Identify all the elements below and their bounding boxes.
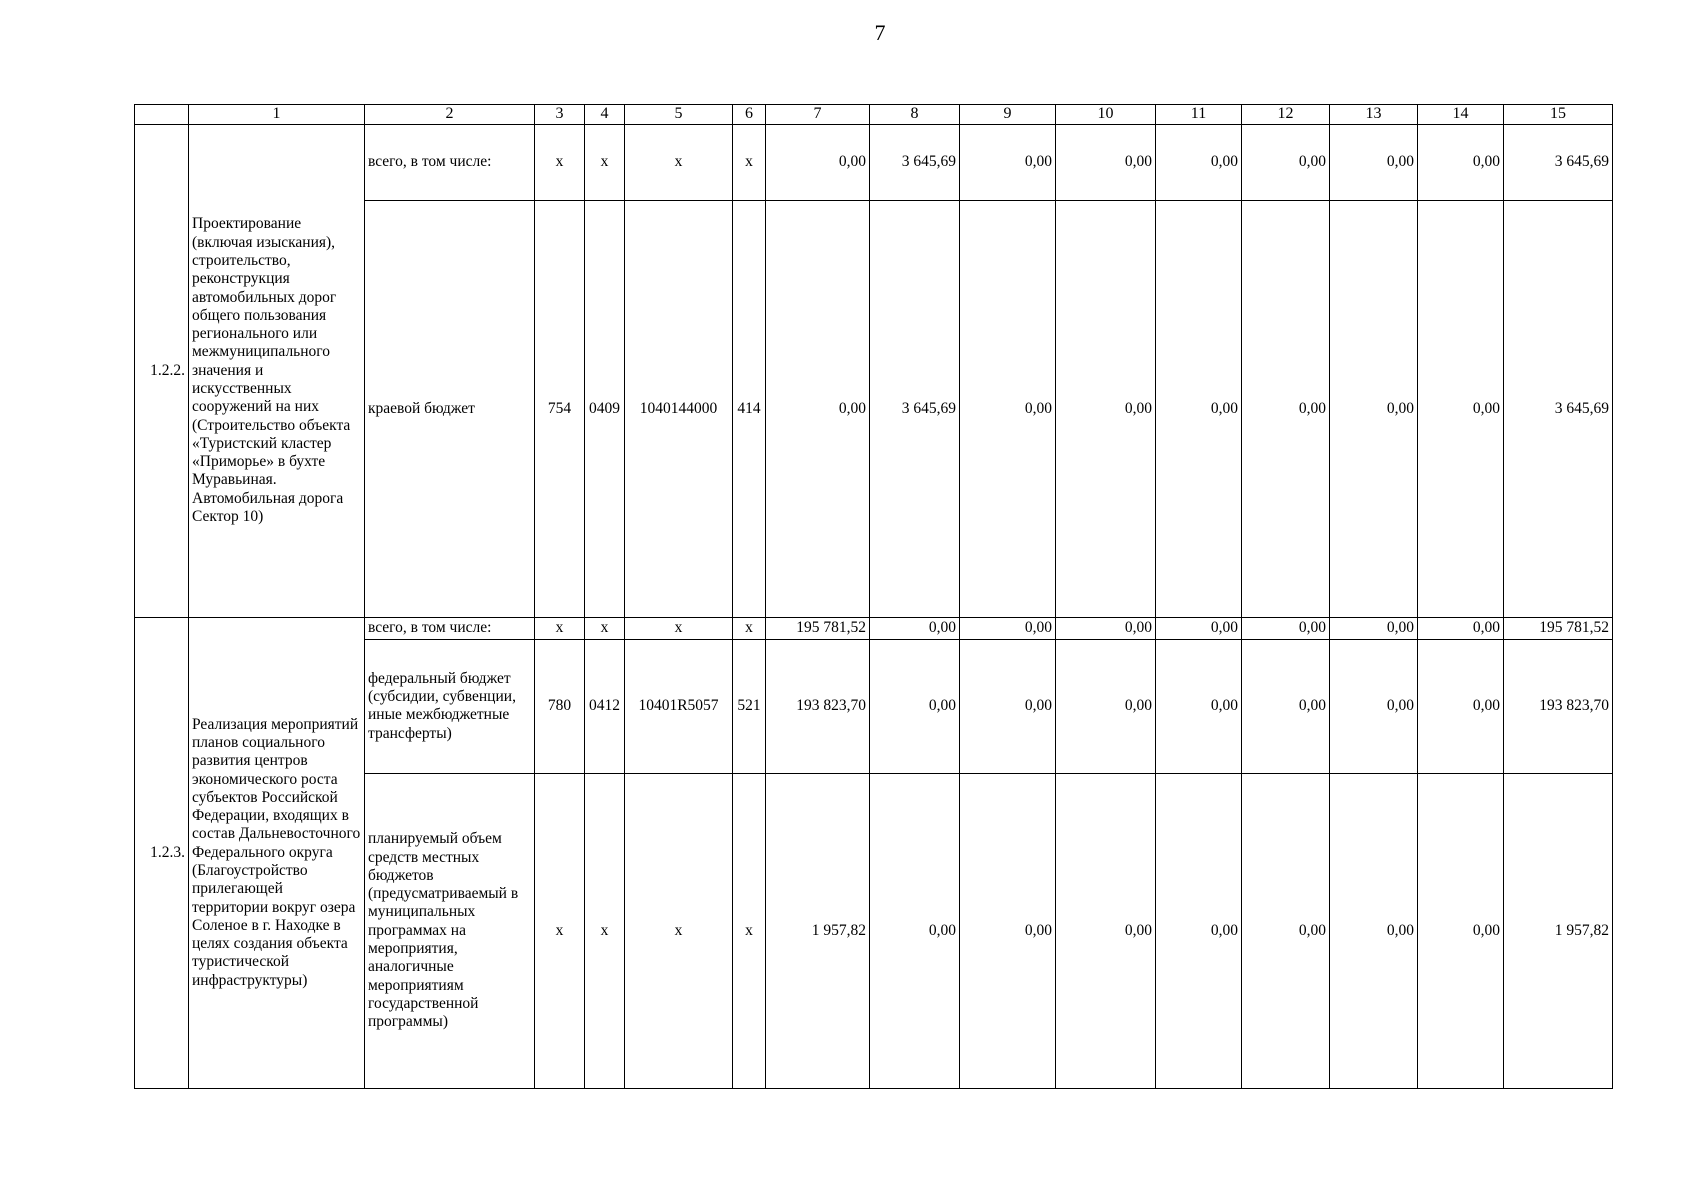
amount-cell: 0,00 [1242,200,1330,617]
column-number: 11 [1156,105,1242,125]
cell-vr: х [733,124,766,200]
amount-cell: 0,00 [870,773,960,1088]
cell-csr: 10401R5057 [625,639,733,773]
column-number: 9 [960,105,1056,125]
item-code: 1.2.3. [135,617,189,1088]
table-row [135,124,1613,200]
cell-csr: х [625,124,733,200]
funding-source: краевой бюджет [365,200,535,617]
amount-cell: 0,00 [1056,617,1156,639]
amount-cell: 0,00 [870,617,960,639]
column-number: 14 [1418,105,1504,125]
amount-cell: 0,00 [1330,617,1418,639]
amount-cell: 3 645,69 [1504,200,1613,617]
column-number: 15 [1504,105,1613,125]
column-number: 1 [189,105,365,125]
funding-source: планируемый объем средств местных бюджетов (предусматриваемый в муниципальных программах на мероприятия, аналогичные мероприятиям государственной программы) [365,773,535,1088]
column-number: 6 [733,105,766,125]
funding-source: всего, в том числе: [365,124,535,200]
amount-cell: 3 645,69 [1504,124,1613,200]
amount-cell: 0,00 [1242,773,1330,1088]
cell-csr: 1040144000 [625,200,733,617]
amount-cell: 0,00 [960,639,1056,773]
cell-grbs: 780 [535,639,585,773]
amount-cell: 0,00 [870,639,960,773]
amount-cell: 0,00 [1156,617,1242,639]
cell-rzpr: х [585,124,625,200]
amount-cell: 0,00 [1418,124,1504,200]
column-number: 4 [585,105,625,125]
amount-cell: 0,00 [1156,639,1242,773]
amount-cell: 0,00 [960,124,1056,200]
amount-cell: 0,00 [1056,200,1156,617]
cell-vr: 414 [733,200,766,617]
column-number: 5 [625,105,733,125]
item-name: Реализация мероприятий планов социального развития центров экономического роста субъектов Российской Федерации, входящих в состав Дальневосточного Федерального округа (Благоустройство прилегающей территории вокруг озера Соленое в г. Находке в целях создания объекта туристической инфраструктуры) [189,617,365,1088]
cell-rzpr: 0409 [585,200,625,617]
amount-cell: 0,00 [1418,200,1504,617]
amount-cell: 3 645,69 [870,200,960,617]
amount-cell: 0,00 [1418,639,1504,773]
amount-cell: 1 957,82 [1504,773,1613,1088]
cell-vr: х [733,773,766,1088]
amount-cell: 0,00 [1242,617,1330,639]
cell-vr: 521 [733,639,766,773]
budget-table [134,104,1613,1089]
cell-grbs: 754 [535,200,585,617]
column-number-row [135,105,1613,125]
column-number: 8 [870,105,960,125]
amount-cell: 0,00 [1242,639,1330,773]
column-number: 10 [1056,105,1156,125]
amount-cell: 0,00 [1418,617,1504,639]
amount-cell: 1 957,82 [766,773,870,1088]
item-name: Проектирование (включая изыскания), строительство, реконструкция автомобильных дорог общего пользования регионального или межмуниципального значения и искусственных сооружений на них (Строительство объекта «Туристский кластер «Приморье» в бухте Муравьиная. Автомобильная дорога Сектор 10) [189,124,365,617]
amount-cell: 0,00 [1056,124,1156,200]
amount-cell: 0,00 [1330,124,1418,200]
column-number: 7 [766,105,870,125]
amount-cell: 193 823,70 [766,639,870,773]
page-number: 7 [874,20,886,45]
amount-cell: 0,00 [1056,639,1156,773]
cell-csr: х [625,773,733,1088]
funding-source: всего, в том числе: [365,617,535,639]
amount-cell: 0,00 [1156,124,1242,200]
cell-grbs: х [535,773,585,1088]
amount-cell: 0,00 [766,124,870,200]
cell-csr: х [625,617,733,639]
amount-cell: 0,00 [960,773,1056,1088]
amount-cell: 0,00 [960,200,1056,617]
amount-cell: 0,00 [1330,200,1418,617]
amount-cell: 0,00 [766,200,870,617]
funding-source: федеральный бюджет (субсидии, субвенции, иные межбюджетные трансферты) [365,639,535,773]
amount-cell: 0,00 [1056,773,1156,1088]
amount-cell: 0,00 [960,617,1056,639]
amount-cell: 0,00 [1156,200,1242,617]
amount-cell: 0,00 [1330,773,1418,1088]
amount-cell: 195 781,52 [1504,617,1613,639]
cell-vr: х [733,617,766,639]
column-number: 3 [535,105,585,125]
amount-cell: 0,00 [1418,773,1504,1088]
cell-rzpr: 0412 [585,639,625,773]
cell-grbs: х [535,124,585,200]
column-number [135,105,189,125]
item-code: 1.2.2. [135,124,189,617]
amount-cell: 195 781,52 [766,617,870,639]
amount-cell: 0,00 [1156,773,1242,1088]
column-number: 12 [1242,105,1330,125]
cell-grbs: х [535,617,585,639]
cell-rzpr: х [585,617,625,639]
amount-cell: 0,00 [1242,124,1330,200]
table-row [135,617,1613,639]
cell-rzpr: х [585,773,625,1088]
amount-cell: 3 645,69 [870,124,960,200]
amount-cell: 0,00 [1330,639,1418,773]
column-number: 13 [1330,105,1418,125]
column-number: 2 [365,105,535,125]
amount-cell: 193 823,70 [1504,639,1613,773]
